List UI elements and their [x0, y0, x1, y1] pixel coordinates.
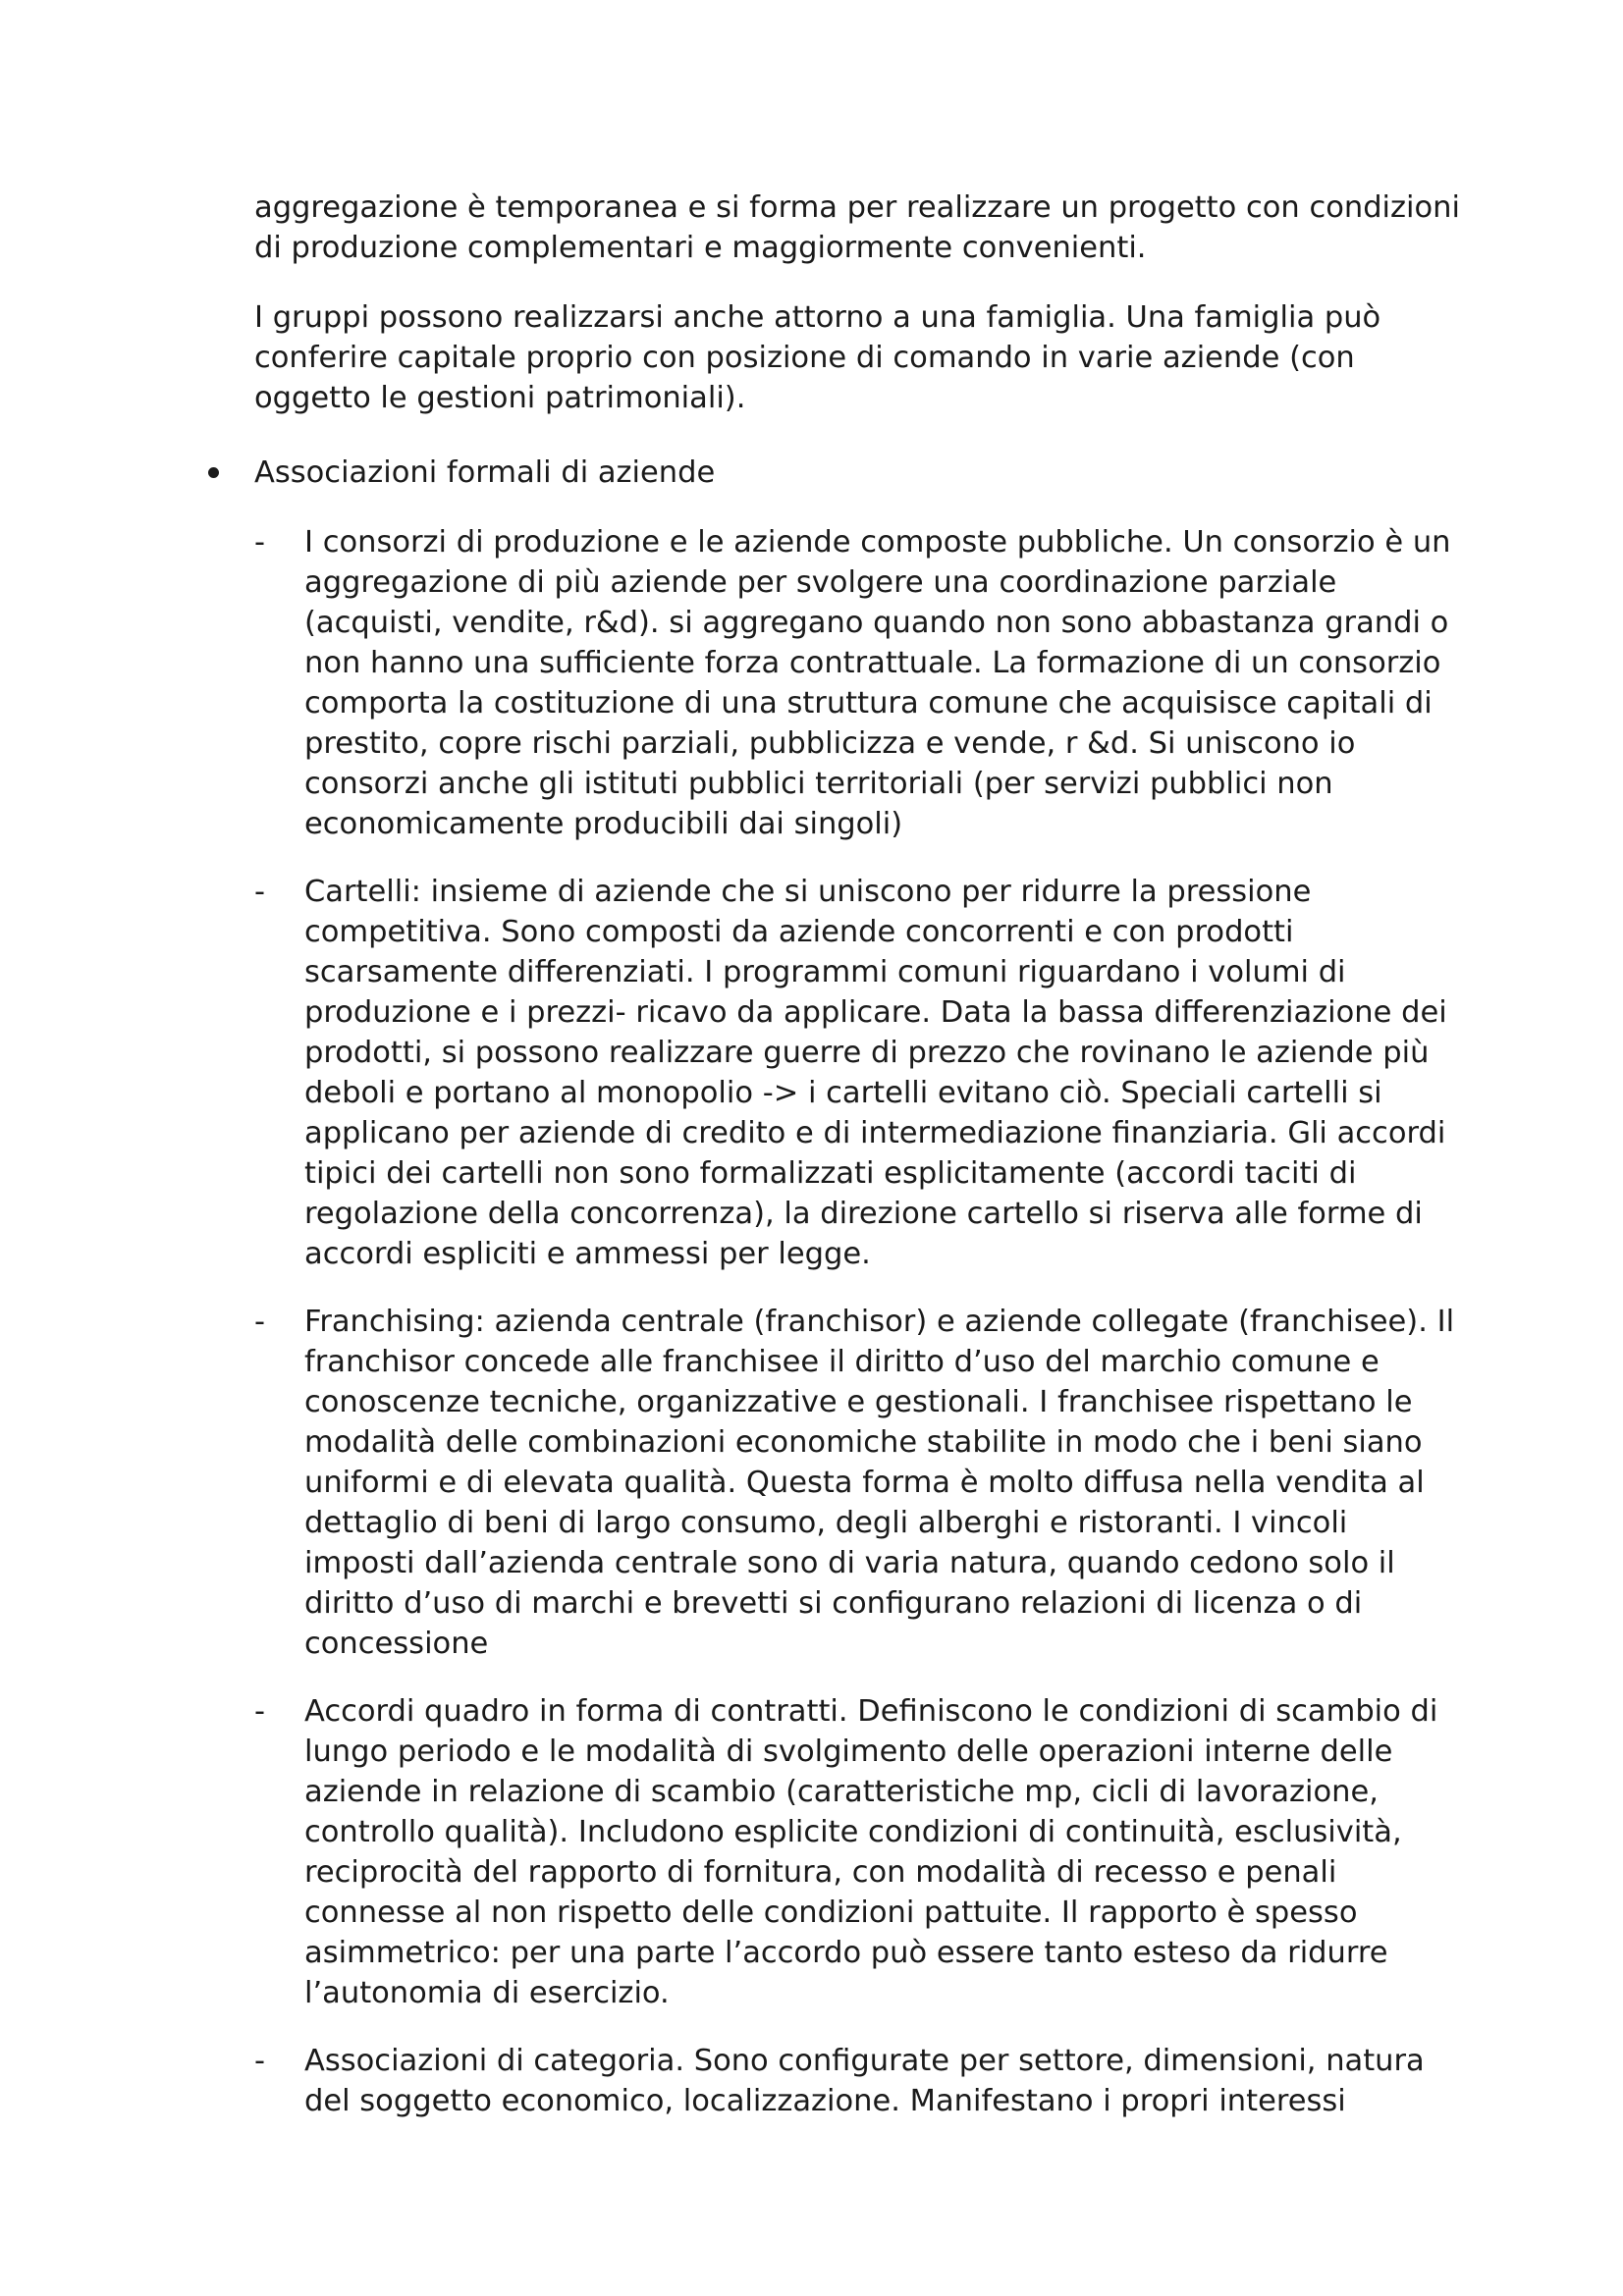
text-line: oggetto le gestioni patrimoniali).: [254, 381, 746, 415]
text-line: scarsamente differenziati. I programmi comuni riguardano i volumi di: [304, 955, 1346, 989]
text-line: connesse al non rispetto delle condizioni pattuite. Il rapporto è spesso: [304, 1896, 1358, 1930]
text-line: (acquisti, vendite, r&d). si aggregano quando non sono abbastanza grandi o: [304, 606, 1449, 640]
text-line: Associazioni di categoria. Sono configurate per settore, dimensioni, natura: [304, 2044, 1425, 2078]
text-line: applicano per aziende di credito e di intermediazione finanziaria. Gli accordi: [304, 1116, 1446, 1150]
text-line: regolazione della concorrenza), la direzione cartello si riserva alle forme di: [304, 1197, 1423, 1231]
text-line: non hanno una sufficiente forza contrattuale. La formazione di un consorzio: [304, 646, 1441, 680]
text-line: Cartelli: insieme di aziende che si uniscono per ridurre la pressione: [304, 875, 1312, 909]
text-line: consorzi anche gli istituti pubblici territoriali (per servizi pubblici non: [304, 767, 1333, 801]
dash-marker: -: [254, 2044, 266, 2078]
text-line: tipici dei cartelli non sono formalizzati esplicitamente (accordi taciti di: [304, 1156, 1357, 1191]
text-line: conferire capitale proprio con posizione di comando in varie aziende (con: [254, 341, 1355, 375]
text-line: conoscenze tecniche, organizzative e gestionali. I franchisee rispettano le: [304, 1385, 1413, 1419]
text-line: aziende in relazione di scambio (caratteristiche mp, cicli di lavorazione,: [304, 1775, 1379, 1809]
text-line: prodotti, si possono realizzare guerre di prezzo che rovinano le aziende più: [304, 1036, 1430, 1070]
text-line: imposti dall’azienda centrale sono di varia natura, quando cedono solo il: [304, 1546, 1395, 1580]
text-line: di produzione complementari e maggiormente convenienti.: [254, 231, 1147, 265]
text-line: economicamente producibili dai singoli): [304, 807, 903, 841]
text-line: aggregazione di più aziende per svolgere una coordinazione parziale: [304, 565, 1337, 600]
text-line: del soggetto economico, localizzazione. Manifestano i propri interessi: [304, 2084, 1346, 2118]
text-line: Franchising: azienda centrale (franchisor) e aziende collegate (franchisee). Il: [304, 1305, 1455, 1339]
text-line: lungo periodo e le modalità di svolgimento delle operazioni interne delle: [304, 1735, 1393, 1769]
text-line: deboli e portano al monopolio -> i cartelli evitano ciò. Speciali cartelli si: [304, 1076, 1382, 1110]
bullet-dot-icon: [208, 467, 219, 478]
text-line: comporta la costituzione di una struttura comune che acquisisce capitali di: [304, 686, 1433, 721]
text-line: concessione: [304, 1627, 489, 1661]
text-line: aggregazione è temporanea e si forma per realizzare un progetto con condizioni: [254, 190, 1460, 225]
text-line: I gruppi possono realizzarsi anche attorno a una famiglia. Una famiglia può: [254, 300, 1381, 335]
text-line: produzione e i prezzi- ricavo da applicare. Data la bassa differenziazione dei: [304, 995, 1447, 1030]
text-line: modalità delle combinazioni economiche stabilite in modo che i beni siano: [304, 1425, 1423, 1460]
text-line: uniformi e di elevata qualità. Questa forma è molto diffusa nella vendita al: [304, 1466, 1425, 1500]
text-line: diritto d’uso di marchi e brevetti si configurano relazioni di licenza o di: [304, 1586, 1363, 1621]
dash-marker: -: [254, 1305, 266, 1339]
dash-marker: -: [254, 875, 266, 909]
text-line: asimmetrico: per una parte l’accordo può essere tanto esteso da ridurre: [304, 1936, 1388, 1970]
text-line: competitiva. Sono composti da aziende concorrenti e con prodotti: [304, 915, 1294, 949]
text-line: dettaglio di beni di largo consumo, degli alberghi e ristoranti. I vincoli: [304, 1506, 1348, 1540]
text-line: controllo qualità). Includono esplicite condizioni di continuità, esclusività,: [304, 1815, 1402, 1849]
dash-marker: -: [254, 1694, 266, 1729]
text-line: reciprocità del rapporto di fornitura, con modalità di recesso e penali: [304, 1855, 1337, 1890]
bullet-label: Associazioni formali di aziende: [254, 455, 716, 490]
text-line: prestito, copre rischi parziali, pubblicizza e vende, r &d. Si uniscono io: [304, 726, 1356, 761]
dash-marker: -: [254, 525, 266, 560]
text-line: I consorzi di produzione e le aziende composte pubbliche. Un consorzio è un: [304, 525, 1451, 560]
text-line: franchisor concede alle franchisee il diritto d’uso del marchio comune e: [304, 1345, 1380, 1379]
text-line: accordi espliciti e ammessi per legge.: [304, 1237, 871, 1271]
text-line: Accordi quadro in forma di contratti. Definiscono le condizioni di scambio di: [304, 1694, 1438, 1729]
text-line: l’autonomia di esercizio.: [304, 1976, 670, 2010]
